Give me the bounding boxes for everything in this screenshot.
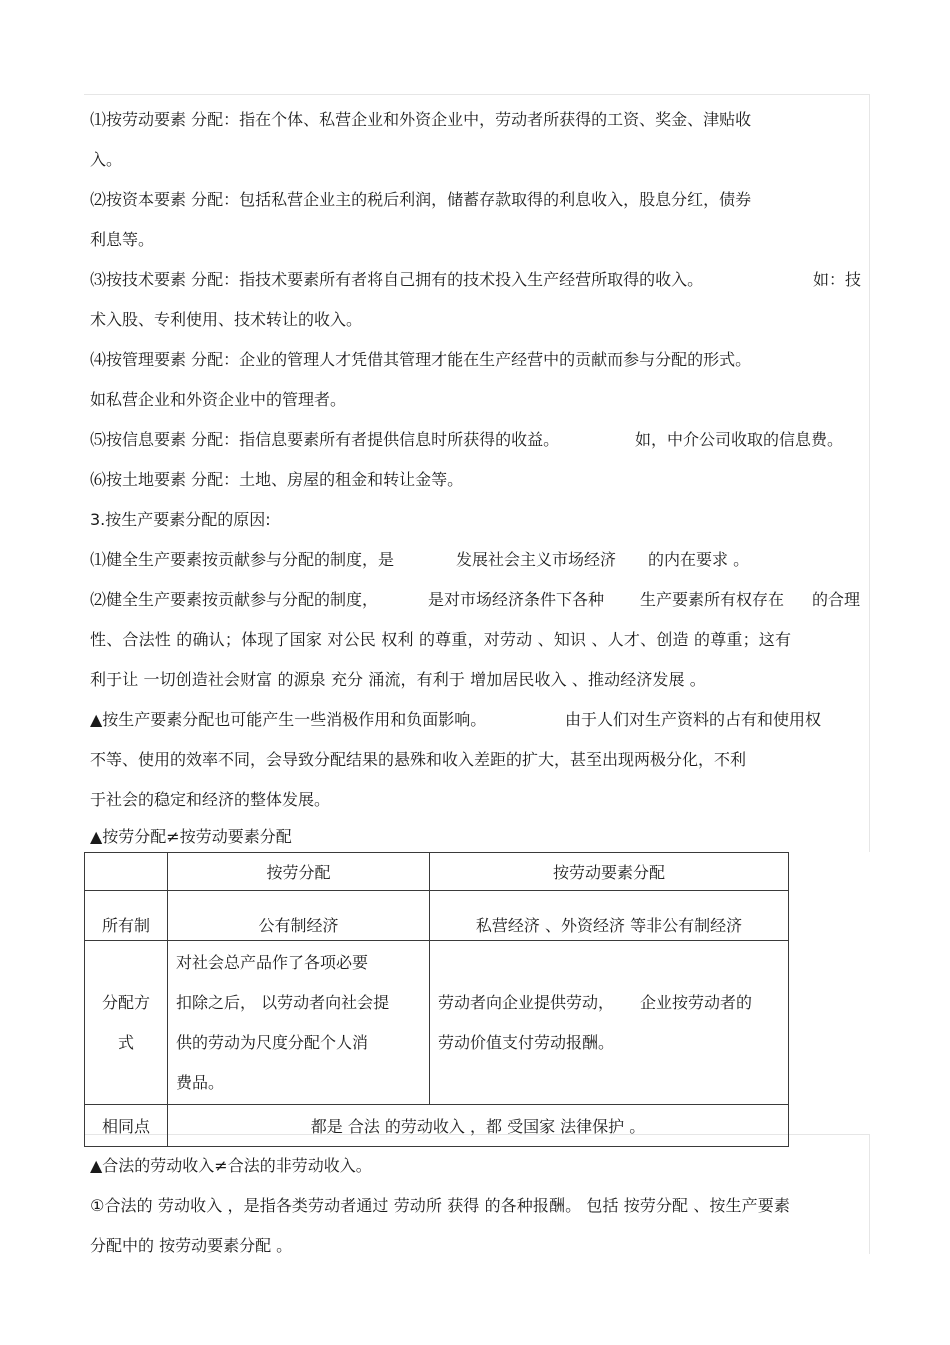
method-by-labor-factor-line: 劳动价值支付劳动报酬。 xyxy=(438,1032,615,1052)
text-line-info-factor: ⑸按信息要素 分配：指信息要素所有者提供信息时所获得的收益。 xyxy=(90,430,560,449)
header-cell-empty xyxy=(85,853,168,891)
table-row-method xyxy=(85,941,789,1105)
cell-common-value: 都是 合法 的劳动收入 ，都 受国家 法律保护 。 xyxy=(168,1105,789,1147)
method-by-labor-factor-part1: 劳动者向企业提供劳动， xyxy=(438,992,615,1012)
text-line-capital-factor-cont: 利息等。 xyxy=(90,230,155,249)
row-label-method xyxy=(85,941,168,1105)
text-line-legal-income-heading: ▲合法的劳动收入≠合法的非劳动收入。 xyxy=(90,1156,372,1175)
cell-ownership-public: 公有制经济 xyxy=(168,891,430,941)
text-line-negative-effects-cont2: 于社会的稳定和经济的整体发展。 xyxy=(90,790,331,809)
cell-method-by-labor-factor xyxy=(430,941,789,1105)
text-line-capital-factor: ⑵按资本要素 分配：包括私营企业主的税后利润，储蓄存款取得的利息收入，股息分红，债券 xyxy=(90,190,752,209)
text-line-tech-factor-cont: 术入股、专利使用、技术转让的收入。 xyxy=(90,310,363,329)
method-by-work-line: 供的劳动为尺度分配个人消 xyxy=(176,1032,369,1052)
text-line-tech-factor: ⑶按技术要素 分配：指技术要素所有者将自己拥有的技术投入生产经营所取得的收入。 xyxy=(90,270,704,289)
method-by-work-line: 对社会总产品作了各项必要 xyxy=(176,952,369,972)
text-line-negative-effects-part2: 由于人们对生产资料的占有和使用权 xyxy=(565,710,822,729)
text-line-legal-labor-income-cont: 分配中的 按劳动要素分配 。 xyxy=(90,1236,293,1255)
text-line-reason-2-part4: 的合理 xyxy=(812,590,861,609)
text-line-reason-2-cont: 性、合法性 的确认；体现了国家 对公民 权利 的尊重，对劳动 、知识 、人才、创造 的尊重；这有 xyxy=(90,630,792,649)
text-line-info-factor-example: 如，中介公司收取的信息费。 xyxy=(635,430,844,449)
text-line-reason-1-part3: 的内在要求 。 xyxy=(648,550,750,569)
text-line-negative-effects: ▲按生产要素分配也可能产生一些消极作用和负面影响。 xyxy=(90,710,487,729)
text-line-labor-factor-cont: 入。 xyxy=(90,150,123,169)
header-cell-distribution-by-work: 按劳分配 xyxy=(168,853,430,891)
cell-method-by-work xyxy=(168,941,430,1105)
method-by-work-line: 扣除之后， 以劳动者向社会提 xyxy=(176,992,390,1012)
text-line-negative-effects-cont: 不等、使用的效率不同，会导致分配结果的悬殊和收入差距的扩大，甚至出现两极分化，不利 xyxy=(90,750,747,769)
text-line-reason-2-cont2: 利于让 一切创造社会财富 的源泉 充分 涌流，有利于 增加居民收入 、推动经济发展 。 xyxy=(90,670,706,689)
text-line-reason-2-part2: 是对市场经济条件下各种 xyxy=(428,590,605,609)
row-label-method-line2: 式 xyxy=(117,1032,134,1052)
comparison-table xyxy=(84,852,789,1147)
text-line-reason-1-part2: 发展社会主义市场经济 xyxy=(456,550,617,569)
method-by-work-line: 费品。 xyxy=(176,1072,225,1092)
method-by-labor-factor-line xyxy=(430,983,788,1023)
header-cell-distribution-by-labor-factor: 按劳动要素分配 xyxy=(430,853,789,891)
cell-ownership-nonpublic: 私营经济 、外资经济 等非公有制经济 xyxy=(430,891,789,941)
text-line-reason-2: ⑵健全生产要素按贡献参与分配的制度， xyxy=(90,590,379,609)
text-line-legal-labor-income: ①合法的 劳动收入 ，是指各类劳动者通过 劳动所 获得 的各种报酬。 包括 按劳分配 、按生产要素 xyxy=(90,1196,790,1215)
text-line-labor-factor: ⑴按劳动要素 分配：指在个体、私营企业和外资企业中，劳动者所获得的工资、奖金、津贴收 xyxy=(90,110,752,129)
method-by-labor-factor-part2: 企业按劳动者的 xyxy=(640,992,753,1012)
row-label-common: 相同点 xyxy=(85,1105,168,1147)
section-heading-reasons: 3.按生产要素分配的原因: xyxy=(90,510,271,529)
text-line-management-factor: ⑷按管理要素 分配：企业的管理人才凭借其管理才能在生产经营中的贡献而参与分配的形式。 xyxy=(90,350,752,369)
text-line-reason-1: ⑴健全生产要素按贡献参与分配的制度，是 xyxy=(90,550,395,569)
text-line-tech-factor-example: 如：技 xyxy=(813,270,862,289)
table-caption: ▲按劳分配≠按劳动要素分配 xyxy=(90,827,292,846)
row-label-method-line1: 分配方 xyxy=(101,992,150,1012)
text-line-management-factor-cont: 如私营企业和外资企业中的管理者。 xyxy=(90,390,347,409)
text-line-land-factor: ⑹按土地要素 分配：土地、房屋的租金和转让金等。 xyxy=(90,470,464,489)
table-row-common xyxy=(85,1105,789,1147)
table-header-row xyxy=(85,853,789,891)
table-row-ownership xyxy=(85,891,789,941)
text-line-reason-2-part3: 生产要素所有权存在 xyxy=(640,590,785,609)
row-label-ownership: 所有制 xyxy=(85,891,168,941)
